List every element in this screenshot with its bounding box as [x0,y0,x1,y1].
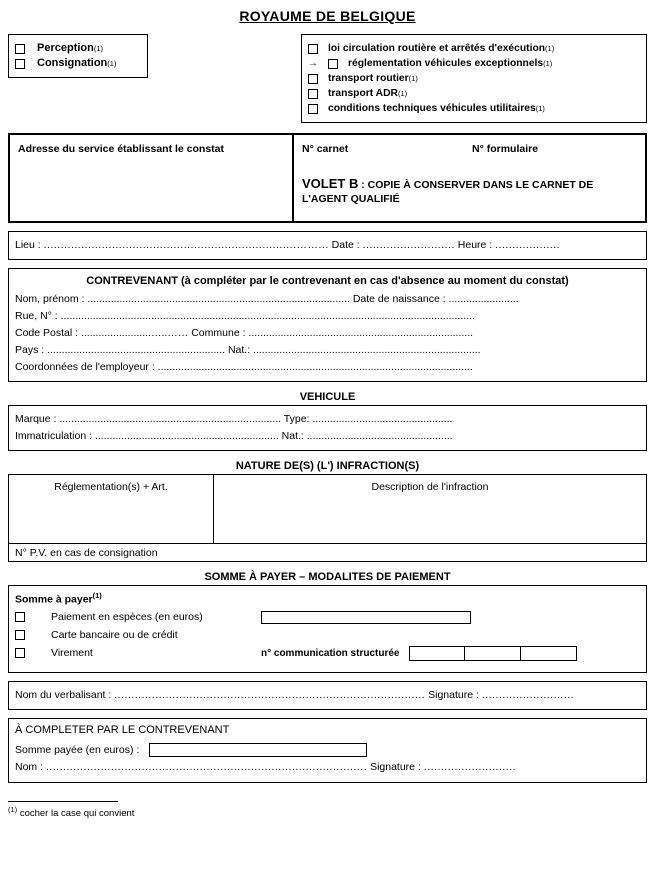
completion-nom-dots[interactable]: .............................................................................................. [45,760,368,773]
checkbox-transport-adr[interactable] [308,89,318,99]
label-transport-routier: transport routier [328,73,409,84]
footnote-text: cocher la case qui convient [19,807,135,819]
service-address-label: Adresse du service établissant le constat [10,135,294,221]
somme-a-payer-label [15,591,640,606]
infraction-table-head [9,475,646,543]
vehicule-row-marque[interactable]: Marque : ............................................................................ Type: ................................................ [15,413,453,425]
checkbox-row-vehicules-exceptionnels[interactable] [308,57,640,70]
communication-cell-1[interactable] [409,646,465,661]
verbalisant-nom-label: Nom du verbalisant : [15,688,115,701]
verbalisant-signature-label: Signature : [425,688,482,701]
verbalisant-nom-dots[interactable]: ........................................................................................... [114,688,426,701]
payment-option-carte[interactable] [15,628,640,643]
infraction-col-description[interactable] [214,475,646,543]
label-loi-circulation: loi circulation routière et arrêtés d'exécution [328,43,546,54]
checkbox-row-consignation[interactable] [15,57,141,70]
date-dots[interactable]: ........................... [362,239,455,251]
carnet-label: N° carnet [302,143,349,155]
checkbox-loi-circulation[interactable] [308,44,318,54]
completion-signature-dots[interactable]: ........................... [423,760,517,773]
payment-option-especes[interactable] [15,610,640,625]
communication-cell-2[interactable] [465,646,521,661]
completion-section [8,718,647,783]
label-communication-structuree: n° communication structurée [261,647,400,659]
page-title: ROYAUME DE BELGIQUE [239,8,416,24]
infraction-pv-label: N° P.V. en cas de consignation [15,547,158,559]
footnote-marker-loi-circulation: (1) [545,44,555,53]
vehicule-heading: VEHICULE [299,391,356,403]
checkbox-transport-routier[interactable] [308,74,318,84]
footnote-marker-transport-adr: (1) [397,89,408,98]
somme-a-payer-text: Somme à payer [15,593,93,606]
label-consignation: Consignation [37,57,108,69]
perception-consignation-box [8,34,148,78]
infraction-col-reglementation-label: Réglementation(s) + Art. [54,481,168,493]
label-virement: Virement [51,646,93,659]
top-checkbox-row [8,34,647,123]
vehicule-row-immatriculation[interactable]: Immatriculation : ............................................................... Nat.: .................................................. [15,430,453,442]
place-date-section [8,231,647,260]
formulaire-label: N° formulaire [472,143,539,155]
footnote-marker-somme: (1) [92,591,102,600]
vehicule-section [8,405,647,451]
payment-option-virement[interactable] [15,646,640,661]
label-conditions-techniques: conditions techniques véhicules utilitaires [328,103,536,114]
completion-somme-label: Somme payée (en euros) : [15,743,140,756]
contrevenant-section [8,268,647,382]
completion-signature-label: Signature : [367,760,424,773]
label-vehicules-exceptionnels: réglementation véhicules exceptionnels [348,58,544,69]
checkbox-conditions-techniques[interactable] [308,104,318,114]
verbalisant-row [15,687,640,704]
contrevenant-row-employeur[interactable]: Coordonnées de l'employeur : ............................................................................................................ [15,361,473,373]
checkbox-paiement-especes[interactable] [15,612,25,622]
regulation-type-box [301,34,647,123]
label-carte-bancaire: Carte bancaire ou de crédit [51,628,178,641]
checkbox-virement[interactable] [15,648,25,658]
volet-text-second-line: L'AGENT QUALIFIÉ [302,193,400,205]
checkbox-vehicules-exceptionnels[interactable] [328,59,338,69]
communication-cell-3[interactable] [521,646,577,661]
infraction-pv-row[interactable] [9,543,646,561]
input-montant-especes[interactable] [261,611,471,624]
checkbox-row-conditions-techniques[interactable] [308,102,640,115]
lieu-dots[interactable]: ..........................................................................……... [43,239,329,251]
checkbox-consignation[interactable] [15,59,25,69]
arrow-icon: → [308,58,318,69]
lieu-label: Lieu : [15,239,44,251]
completion-nom-row [15,759,640,776]
checkbox-row-perception[interactable] [15,42,141,55]
footnote-marker-transport-routier: (1) [408,74,418,83]
label-paiement-especes: Paiement en espèces (en euros) [51,610,203,623]
heure-label: Heure : [454,239,496,251]
contrevenant-row-nom[interactable]: Nom, prénom : .......................................................................................... Date de naissance : ........................ [15,293,519,305]
input-communication-structuree[interactable] [409,646,577,661]
footnote-marker-perception: (1) [93,44,104,53]
service-identifiers [294,135,645,221]
contrevenant-row-rue[interactable]: Rue, N° : .............................................................................................................................................. [15,310,475,322]
infraction-heading: NATURE DE(S) (L') INFRACTION(S) [235,460,420,472]
contrevenant-row-codepostal[interactable]: Code Postal : ........................…..…… Commune : ............................................................................. [15,327,474,339]
label-transport-adr: transport ADR [328,88,398,99]
verbalisant-section [8,681,647,710]
completion-nom-label: Nom : [15,760,46,773]
input-somme-payee[interactable] [149,743,367,757]
infraction-col-reglementation[interactable] [9,475,214,543]
footnote-marker-vehicules-exceptionnels: (1) [543,59,553,68]
completion-title: À COMPLETER PAR LE CONTREVENANT [15,723,230,736]
volet-prefix: VOLET B [302,176,359,191]
contrevenant-row-pays[interactable]: Pays : ............................................................. Nat.: .............................................................................. [15,344,481,356]
checkbox-carte-bancaire[interactable] [15,630,25,640]
volet-text: : COPIE À CONSERVER DANS LE CARNET DE [358,179,594,191]
date-label: Date : [328,239,363,251]
contrevenant-heading-main: CONTREVENANT [86,275,178,287]
checkbox-row-loi-circulation[interactable] [308,42,640,55]
payment-section [8,585,647,673]
footnote-marker-conditions-techniques: (1) [535,104,545,113]
verbalisant-signature-dots[interactable]: ........................... [481,688,575,701]
volet-notice [302,177,637,206]
checkbox-row-transport-routier[interactable] [308,72,640,85]
heure-dots[interactable]: ................... [495,239,561,251]
completion-somme-row [15,742,640,759]
footnote-marker: (1) [8,804,18,814]
contrevenant-heading [15,275,640,287]
service-box [8,133,647,223]
checkbox-row-transport-adr[interactable] [308,87,640,100]
payment-heading: SOMME À PAYER – MODALITES DE PAIEMENT [204,571,451,583]
carnet-formulaire-row [302,143,637,155]
footnote-marker-consignation: (1) [107,59,117,68]
footnote [8,805,647,819]
contrevenant-heading-sub: (à compléter par le contrevenant en cas d'absence au moment du constat) [177,275,569,287]
label-perception: Perception [37,42,94,54]
infraction-col-description-label: Description de l'infraction [371,481,489,493]
footnote-divider [8,801,118,802]
place-date-row [15,237,640,254]
infraction-table [8,474,647,562]
checkbox-perception[interactable] [15,44,25,54]
form-page [0,8,655,878]
